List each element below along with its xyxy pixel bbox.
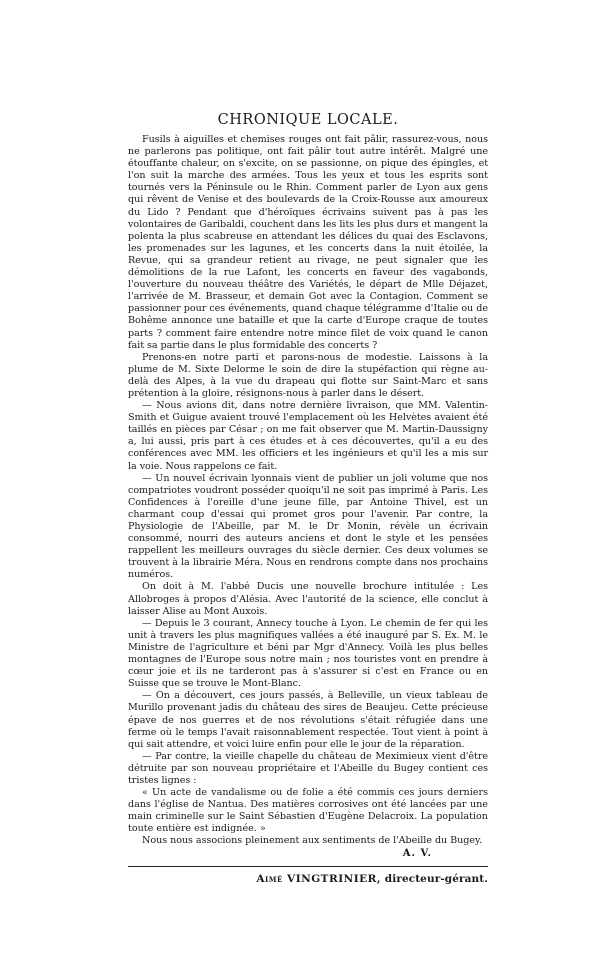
- signature-divider: [128, 866, 488, 867]
- article-title: CHRONIQUE LOCALE.: [217, 112, 399, 128]
- signature-name: Aimé VINGTRINIER,: [256, 872, 382, 885]
- paragraph-murillo: — On a découvert, ces jours passés, à Belleville, un vieux tableau de Murillo provenant jadis du château des sires de Beaujeu. Cette précieuse épave de nos guerres et de nos révolutions s'était réfugiée dans une ferme où le temps l'avait raisonnablement respectée. Tout vient à point à qui sait attendre, et voici luire enfin pour elle le jour de la réparation.: [128, 690, 488, 750]
- paragraph-intro: Fusils à aiguilles et chemises rouges ont fait pâlir, rassurez-vous, nous ne parlerons pas politique, ont fait pâlir tout autre intérêt. Malgré une étouffante chaleur, on s'excite, on se passionne, on pique des épingles, et l'on suit la marche des armées. Tous les yeux et tous les esprits sont tournés vers la Péninsule ou le Rhin. Comment parler de Lyon aux gens qui rêvent de Venise et des boulevards de la Croix-Rousse aux amoureux du Lido ? Pendant que d'héroïques écrivains suivent pas à pas les volontaires de Garibaldi, couchent dans les lits les plus durs et mangent la polenta la plus scabreuse en attendant les délices du quai des Esclavons, les promenades sur les lagunes, et les concerts dans la nuit étoilée, la Revue, qui sa grandeur retient au rivage, ne peut signaler que les démolitions de la rue Lafont, les concerts en faveur des vagabonds, l'ouverture du nouveau théâtre des Variétés, le départ de Mlle Déjazet, l'arrivée de M. Brasseur, et demain Got avec la Contagion. Comment se passionner pour ces événements, quand chaque télégramme d'Italie ou de Bohême annonce une bataille et que la carte d'Europe craque de toutes parts ? comment faire entendre notre mince filet de voix quand le canon fait sa partie dans le plus formidable des concerts ?: [128, 134, 489, 351]
- signature: [128, 873, 488, 885]
- article-page: [128, 110, 488, 885]
- paragraph-helvetes: — Nous avions dit, dans notre dernière livraison, que MM. Valentin-Smith et Guigue avaient trouvé l'emplacement où les Helvètes avaient été taillés en pièces par César ; on me fait observer que M. Martin-Daussigny a, lui aussi, pris part à ces études et à ces découvertes, qu'il a eu des conférences avec MM. les officiers et les ingénieurs et qu'il les a mis sur la voie. Nous rappelons ce fait.: [128, 400, 488, 472]
- paragraph-closing: Nous nous associons pleinement aux sentiments de l'Abeille du Bugey.: [142, 835, 483, 847]
- paragraph-meximieux: — Par contre, la vieille chapelle du château de Meximieux vient d'être détruite par son nouveau propriétaire et l'Abeille du Bugey contient ces tristes lignes :: [128, 750, 488, 786]
- signature-role: directeur-gérant.: [384, 872, 488, 885]
- paragraph-allobroges: On doit à M. l'abbé Ducis une nouvelle brochure intitulée : Les Allobroges à propos d'Alésia. Avec l'autorité de la science, elle conclut à laisser Alise au Mont Auxois.: [128, 581, 488, 617]
- paragraph-annecy: — Depuis le 3 courant, Annecy touche à Lyon. Le chemin de fer qui les unit à travers les plus magnifiques vallées a été inauguré par S. Ex. M. le Ministre de l'agriculture et béni par Mgr d'Annecy. Voilà les plus belles montagnes de l'Europe sous notre main ; nos touristes vont en prendre à cœur joie et ils ne tarderont pas à s'assurer si c'est en France ou en Suisse que se trouve le Mont-Blanc.: [128, 617, 488, 690]
- paragraph-modesty: Prenons-en notre parti et parons-nous de modestie. Laissons à la plume de M. Sixte Delorme le soin de dire la stupéfaction qui règne au-delà des Alpes, à la vue du drapeau qui flotte sur Saint-Marc et sans prétention à la gloire, résignons-nous à parler dans le désert.: [128, 351, 488, 399]
- author-initials: A. V.: [402, 847, 432, 859]
- quote-abeille: « Un acte de vandalisme ou de folie a été commis ces jours derniers dans l'église de Nantua. Des matières corrosives ont été lancées par une main criminelle sur le Saint Sébastien d'Eugène Delacroix. La population toute entière est indignée. »: [128, 787, 488, 835]
- paragraph-new-writer: — Un nouvel écrivain lyonnais vient de publier un joli volume que nos compatriotes voudront posséder quoiqu'il ne soit pas imprimé à Paris. Les Confidences à l'oreille d'une jeune fille, par Antoine Thivel, est un charmant coup d'essai qui promet gros pour l'avenir. Par contre, la Physiologie de l'Abeille, par M. le Dr Monin, révèle un écrivain consommé, nourri des auteurs anciens et dont le style et les pensées rappellent les meilleurs ouvrages du siècle dernier. Ces deux volumes se trouvent à la librairie Méra. Nous en rendrons compte dans nos prochains numéros.: [128, 472, 488, 581]
